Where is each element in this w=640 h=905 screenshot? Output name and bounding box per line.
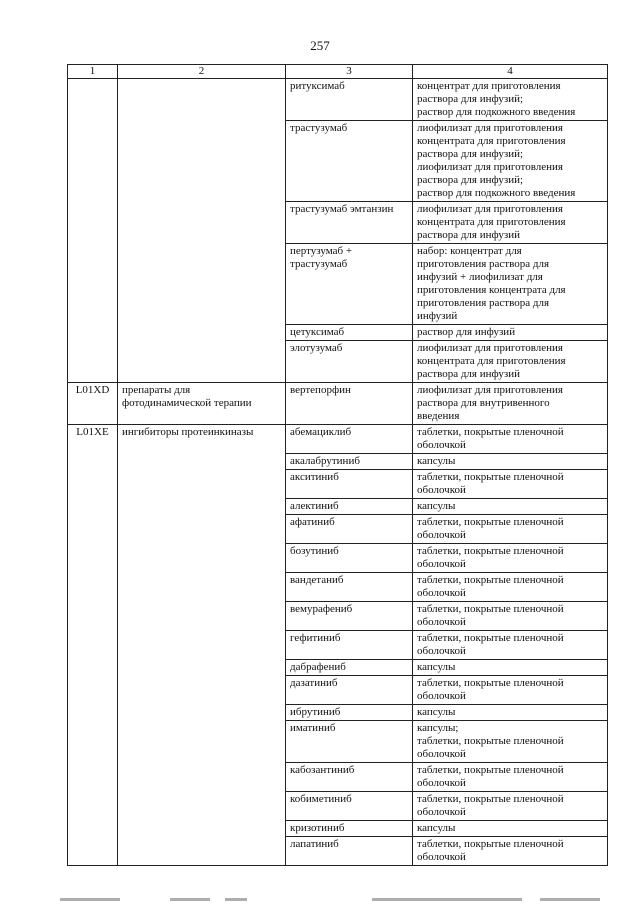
dosage-form: таблетки, покрытые пленочной оболочкой [413,602,608,631]
drug-name: вертепорфин [286,383,413,425]
dosage-form: капсулы [413,821,608,837]
drug-name: элотузумаб [286,341,413,383]
dosage-form: лиофилизат для приготовления концентрата для приготовления раствора для инфузий [413,202,608,244]
drug-name: ритуксимаб [286,79,413,121]
table-row [68,425,608,454]
drug-name: пертузумаб + трастузумаб [286,244,413,325]
drug-name: акситиниб [286,470,413,499]
column-number-row [68,65,608,79]
dosage-form: капсулы [413,454,608,470]
dosage-form: таблетки, покрытые пленочной оболочкой [413,676,608,705]
drug-name: трастузумаб [286,121,413,202]
column-number-3: 3 [286,65,413,79]
drug-name: трастузумаб эмтанзин [286,202,413,244]
drug-name: вемурафениб [286,602,413,631]
dosage-form: набор: концентрат для приготовления раствора для инфузий + лиофилизат для приготовления концентрата для приготовления раствора для инфузий [413,244,608,325]
dosage-form: лиофилизат для приготовления концентрата для приготовления раствора для инфузий [413,341,608,383]
drug-name: цетуксимаб [286,325,413,341]
drug-name: ибрутиниб [286,705,413,721]
dosage-form: концентрат для приготовления раствора для инфузий; раствор для подкожного введения [413,79,608,121]
dosage-form: таблетки, покрытые пленочной оболочкой [413,792,608,821]
group-name-cell: ингибиторы протеинкиназы [118,425,286,866]
drug-name: лапатиниб [286,837,413,866]
drug-name: алектиниб [286,499,413,515]
atc-code-cell: L01XD [68,383,118,425]
drug-name: иматиниб [286,721,413,763]
dosage-form: таблетки, покрытые пленочной оболочкой [413,470,608,499]
dosage-form: таблетки, покрытые пленочной оболочкой [413,425,608,454]
drug-name: абемациклиб [286,425,413,454]
dosage-form: капсулы; таблетки, покрытые пленочной оболочкой [413,721,608,763]
dosage-form: капсулы [413,705,608,721]
table-row [68,79,608,121]
drug-name: гефитиниб [286,631,413,660]
dosage-form: таблетки, покрытые пленочной оболочкой [413,631,608,660]
group-name-cell: препараты для фотодинамической терапии [118,383,286,425]
table-body [68,79,608,866]
scan-artifact-strip [0,895,640,905]
column-number-2: 2 [118,65,286,79]
dosage-form: капсулы [413,499,608,515]
dosage-form: раствор для инфузий [413,325,608,341]
atc-code-cell: L01XE [68,425,118,866]
drug-name: дабрафениб [286,660,413,676]
dosage-form: таблетки, покрытые пленочной оболочкой [413,573,608,602]
dosage-form: таблетки, покрытые пленочной оболочкой [413,837,608,866]
group-name-cell [118,79,286,383]
drug-list-table [67,64,608,866]
drug-name: вандетаниб [286,573,413,602]
dosage-form: таблетки, покрытые пленочной оболочкой [413,544,608,573]
drug-name: кабозантиниб [286,763,413,792]
dosage-form: таблетки, покрытые пленочной оболочкой [413,763,608,792]
drug-name: дазатиниб [286,676,413,705]
dosage-form: капсулы [413,660,608,676]
drug-name: кризотиниб [286,821,413,837]
atc-code-cell [68,79,118,383]
drug-name: афатиниб [286,515,413,544]
page-number: 257 [310,38,330,53]
dosage-form: лиофилизат для приготовления раствора для внутривенного введения [413,383,608,425]
drug-name: кобиметиниб [286,792,413,821]
dosage-form: таблетки, покрытые пленочной оболочкой [413,515,608,544]
dosage-form: лиофилизат для приготовления концентрата для приготовления раствора для инфузий; лиофилизат для приготовления раствора для инфузий; раствор для подкожного введения [413,121,608,202]
table-row [68,383,608,425]
column-number-1: 1 [68,65,118,79]
drug-name: акалабрутиниб [286,454,413,470]
column-number-4: 4 [413,65,608,79]
drug-name: бозутиниб [286,544,413,573]
